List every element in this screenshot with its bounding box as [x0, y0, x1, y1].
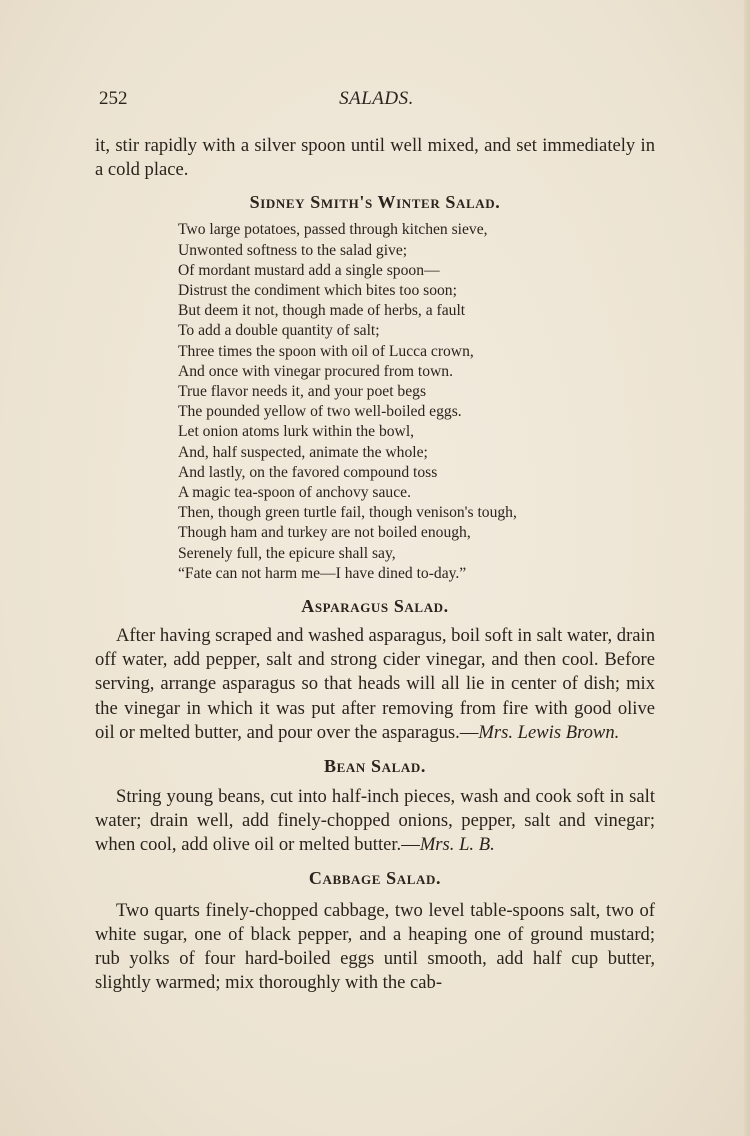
poem-line: Of mordant mustard add a single spoon—: [178, 261, 440, 279]
section-heading-asparagus: Asparagus Salad.: [301, 596, 449, 617]
page-edge: [744, 0, 750, 1136]
running-title: SALADS.: [339, 88, 414, 109]
poem-line: Two large potatoes, passed through kitchen sieve,: [178, 221, 488, 239]
asparagus-body: After having scraped and washed asparagus, boil soft in salt water, drain off water, add pepper, salt and strong cider vinegar, and then cool. Before serving, arrange asparagus so that heads will all lie in center of dish; mix the vinegar in which it was put after removing from fire with good olive oil or melted butter, and pour over the asparagus.—: [95, 625, 655, 743]
section-heading-cabbage: Cabbage Salad.: [308, 867, 442, 888]
poem-line: Serenely full, the epicure shall say,: [178, 544, 396, 562]
poem-line: And lastly, on the favored compound toss: [178, 463, 438, 481]
poem-line: Three times the spoon with oil of Lucca crown,: [178, 342, 474, 360]
poem-line: To add a double quantity of salt;: [178, 322, 380, 340]
poem-line: Unwonted softness to the salad give;: [178, 241, 408, 259]
poem-line: The pounded yellow of two well-boiled eggs.: [178, 403, 462, 421]
page-content: [95, 134, 655, 996]
bean-attribution: Mrs. L. B.: [419, 834, 495, 856]
poem-line: A magic tea-spoon of anchovy sauce.: [178, 484, 411, 502]
poem-line: “Fate can not harm me—I have dined to-day.”: [178, 564, 467, 582]
poem-line: Let onion atoms lurk within the bowl,: [178, 423, 415, 441]
section-heading-sidney-smith: Sidney Smith's Winter Salad.: [249, 192, 501, 213]
asparagus-paragraph: [95, 624, 655, 745]
page-number: 252: [99, 88, 128, 109]
poem-line: And once with vinegar procured from town.: [178, 362, 453, 380]
poem-line: And, half suspected, animate the whole;: [178, 443, 428, 461]
poem-line: True flavor needs it, and your poet begs: [178, 383, 427, 401]
intro-paragraph: it, stir rapidly with a silver spoon until well mixed, and set immediately in a cold place.: [95, 135, 655, 181]
section-heading-bean: Bean Salad.: [324, 756, 426, 777]
bean-body: String young beans, cut into half-inch pieces, wash and cook soft in salt water; drain well, add finely-chopped onions, pepper, salt and vinegar; when cool, add olive oil or melted butter.—: [95, 786, 655, 856]
cabbage-paragraph: Two quarts finely-chopped cabbage, two level table-spoons salt, two of white sugar, one of black pepper, and a heaping one of ground mustard; rub yolks of four hard-boiled eggs until smooth, add half cup butter, slightly warmed; mix thoroughly with the cab-: [95, 899, 655, 994]
page-header: [99, 88, 654, 116]
poem: [178, 220, 655, 584]
poem-line: Though ham and turkey are not boiled enough,: [178, 524, 471, 542]
poem-line: But deem it not, though made of herbs, a fault: [178, 302, 466, 320]
bean-paragraph: [95, 785, 655, 858]
poem-line: Then, though green turtle fail, though venison's tough,: [178, 504, 517, 522]
asparagus-attribution: Mrs. Lewis Brown.: [478, 721, 620, 743]
poem-line: Distrust the condiment which bites too soon;: [178, 282, 457, 300]
